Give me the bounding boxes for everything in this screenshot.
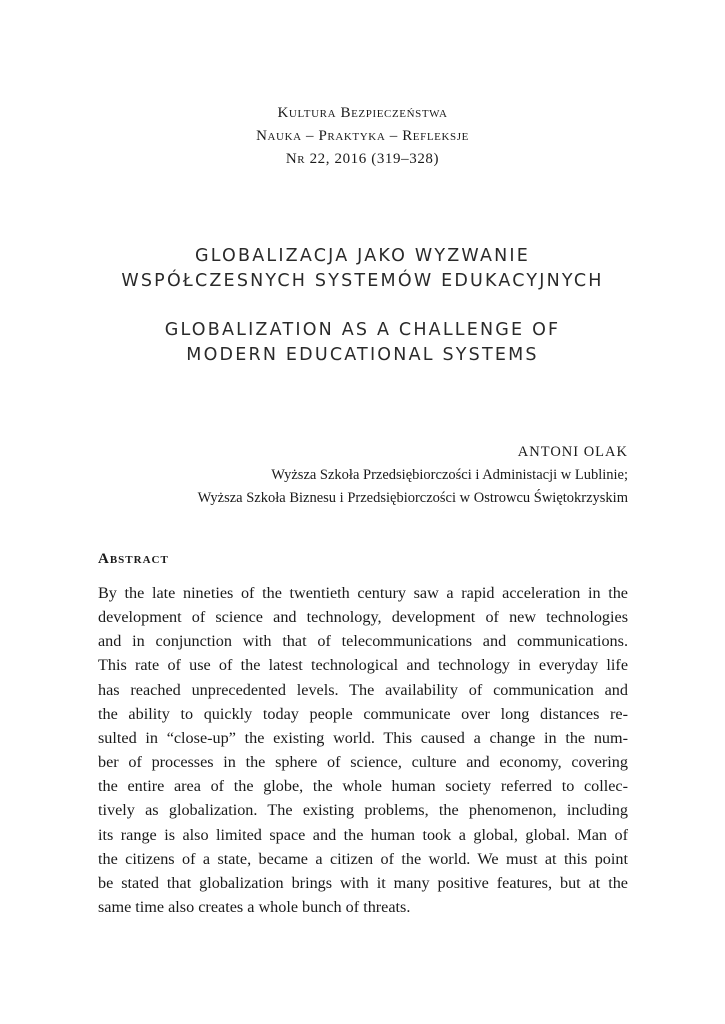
abstract-line: the ability to quickly today people communicate over long distances re- bbox=[98, 704, 628, 723]
title-english-line-2: MODERN EDUCATIONAL SYSTEMS bbox=[186, 345, 539, 365]
abstract-line: its range is also limited space and the human took a global, global. Man of bbox=[98, 825, 628, 844]
title-english-line-1: GLOBALIZATION AS A CHALLENGE OF bbox=[164, 320, 561, 340]
abstract-line: ber of processes in the sphere of science, culture and economy, covering bbox=[98, 753, 628, 772]
abstract-body bbox=[98, 581, 628, 919]
abstract-line: same time also creates a whole bunch of threats. bbox=[98, 898, 411, 917]
abstract-line: development of science and technology, development of new technologies bbox=[98, 608, 628, 627]
author-affiliation-2: Wyższa Szkoła Biznesu i Przedsiębiorczości w Ostrowcu Świętokrzyskim bbox=[197, 490, 628, 506]
abstract-heading: Abstract bbox=[98, 551, 169, 567]
journal-subtitle: Nauka – Praktyka – Refleksje bbox=[256, 128, 469, 144]
title-polish bbox=[0, 244, 725, 294]
abstract-line: By the late nineties of the twentieth century saw a rapid acceleration in the bbox=[98, 584, 628, 602]
abstract-line: This rate of use of the latest technological and technology in everyday life bbox=[98, 656, 628, 675]
journal-issue: Nr 22, 2016 (319–328) bbox=[285, 151, 440, 167]
title-english bbox=[0, 318, 725, 368]
author-affiliation-1: Wyższa Szkoła Przedsiębiorczości i Administacji w Lublinie; bbox=[271, 467, 628, 483]
abstract-line: and in conjunction with that of telecommunications and communications. bbox=[98, 632, 628, 651]
title-polish-line-1: GLOBALIZACJA JAKO WYZWANIE bbox=[194, 246, 531, 266]
abstract-line: be stated that globalization brings with it many positive features, but at the bbox=[98, 873, 628, 892]
journal-header bbox=[0, 102, 725, 171]
abstract-line: has reached unprecedented levels. The availability of communication and bbox=[98, 680, 628, 699]
author-block bbox=[198, 441, 628, 510]
abstract-line: the citizens of a state, became a citizen of the world. We must at this point bbox=[98, 849, 628, 868]
author-name: ANTONI OLAK bbox=[517, 444, 628, 460]
abstract-line: sulted in “close-up” the existing world. This caused a change in the num- bbox=[98, 728, 628, 747]
abstract-line: tively as globalization. The existing problems, the phenomenon, including bbox=[98, 801, 628, 820]
journal-title: Kultura Bezpieczeństwa bbox=[277, 105, 448, 121]
title-polish-line-2: WSPÓŁCZESNYCH SYSTEMÓW EDUKACYJNYCH bbox=[121, 271, 604, 291]
abstract-line: the entire area of the globe, the whole human society referred to collec- bbox=[98, 777, 628, 796]
